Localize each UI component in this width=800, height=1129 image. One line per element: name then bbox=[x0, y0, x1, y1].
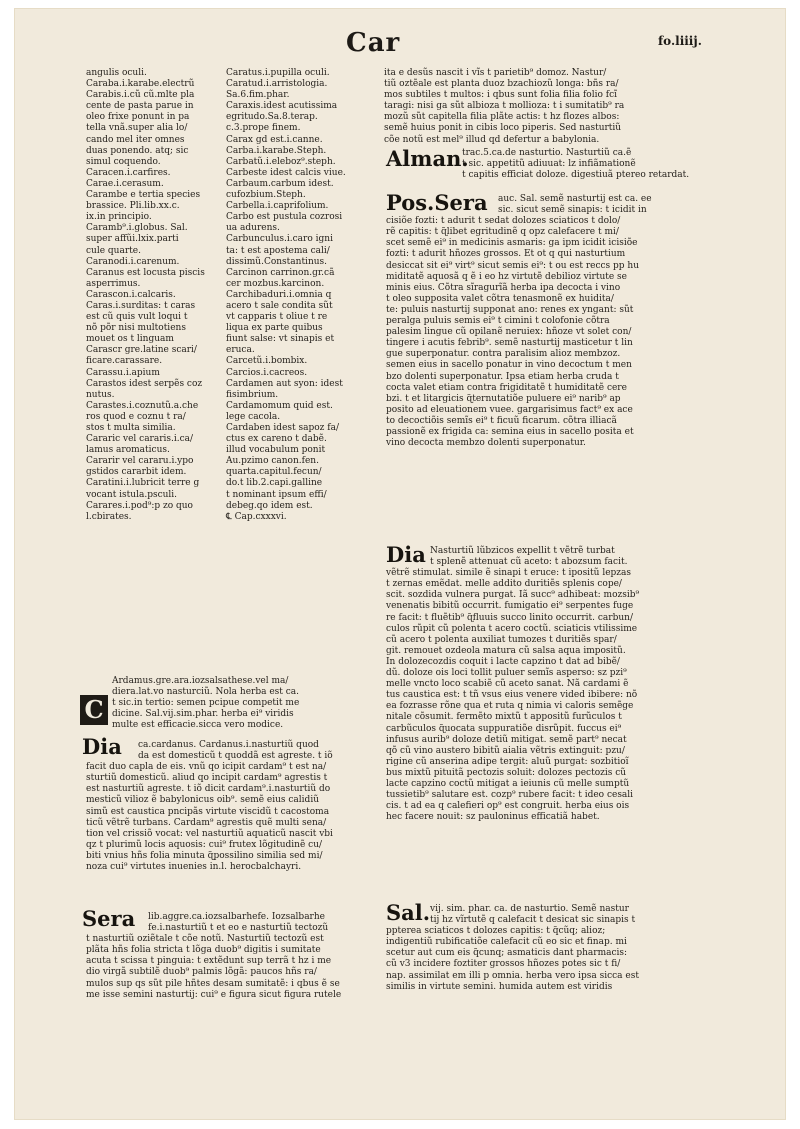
text-line: liqua ex parte quibus bbox=[226, 323, 323, 334]
text-line: tiũ oztẽale est planta duoz bzachiozũ longa: bñs ra/ bbox=[384, 79, 619, 90]
text-line: lamus aromaticus. bbox=[86, 445, 170, 456]
text-line: git. remouet ozdeola matura cũ salsa aqua impositũ. bbox=[386, 645, 626, 656]
text-line: Carcios.i.cacreos. bbox=[226, 367, 308, 378]
text-line: mouet os t linguam bbox=[86, 334, 174, 345]
column-left-cardamus bbox=[112, 676, 384, 731]
text-line: Carchibaduri.i.omnia q bbox=[226, 289, 332, 300]
text-line: to decoctiõis semĩs ei⁹ t ficuũ ficarum. cõtra illiacã bbox=[386, 415, 617, 426]
text-line: Caranus est locusta piscis bbox=[86, 267, 205, 278]
label-alman: Alman. bbox=[386, 146, 469, 171]
text-line: Carares.i.pod⁹:p zo quo bbox=[86, 500, 193, 511]
text-line: stos t multa similia. bbox=[86, 423, 176, 433]
label-dia-right: Dia bbox=[386, 542, 426, 567]
text-line: nap. assimilat em illi p omnia. herba vero ipsa sicca est bbox=[386, 970, 639, 981]
text-line: Carcetũ.i.bombix. bbox=[226, 356, 308, 367]
text-line: nõ põr nisi multotiens bbox=[86, 323, 186, 334]
text-line: infusus aurib⁹ doloze detiũ mitigat. semẽ part⁹ necat bbox=[386, 734, 627, 745]
text-line: multe est efficacie.sicca vero modice. bbox=[112, 720, 284, 731]
text-line: Carastes.i.coznutũ.a.che bbox=[86, 400, 199, 411]
text-line: simul coquendo. bbox=[86, 156, 161, 167]
text-line: Cardamen aut syon: idest bbox=[226, 378, 343, 389]
text-line: tij hz vĩrtutẽ q calefacit t desicat sic sinapis t bbox=[430, 915, 636, 926]
text-line: angulis oculi. bbox=[86, 68, 147, 78]
text-line: nutus. bbox=[86, 389, 115, 400]
text-line: gstidos cararbit idem. bbox=[86, 467, 187, 478]
text-line: egritudo.Sa.8.terap. bbox=[226, 112, 318, 123]
text-line: brassice. Pli.lib.xx.c. bbox=[86, 201, 180, 212]
text-line: tus caustica est: t tñ vsus eius venere vided ibibere: nõ bbox=[386, 690, 638, 701]
text-line: auc. Sal. semẽ nasturtij est ca. ee bbox=[498, 194, 652, 204]
text-line: Caras.i.surditas: t caras bbox=[86, 300, 196, 311]
text-line: sic. sicut semẽ sinapis: t icidit in bbox=[498, 205, 647, 216]
text-line: lege cacola. bbox=[226, 411, 281, 422]
text-line: ca.cardanus. Cardanus.i.nasturtiũ quod bbox=[138, 740, 319, 750]
column-left-sera bbox=[86, 912, 386, 1001]
text-line: ea fozrasse rõne qua et ruta q nimia vi caloris semẽge bbox=[386, 701, 634, 712]
text-line: biti vnius hñs folia minuta ɋ̃possilino similia sed mi/ bbox=[86, 850, 323, 861]
text-line: Caranodi.i.carenum. bbox=[86, 256, 180, 267]
text-line: minis eius. Cõtra sĩragurĩã herba ipa decocta i vino bbox=[386, 282, 621, 293]
text-line: vẽtrẽ stimulat. simile ẽ sinapi t eruce: t ipositũ lepzas bbox=[386, 568, 632, 579]
text-line: Carcinon carrinon.gr.cã bbox=[226, 267, 335, 278]
text-line: facit duo capla de eis. vnũ qo icipit cardam⁹ t est na/ bbox=[86, 762, 327, 773]
text-line: mos subtiles t multos: i qbus sunt folia filia folio fcĩ bbox=[384, 90, 618, 101]
text-line: mulos sup qs sũt pile hñtes desam sumitatẽ: i qbus ẽ se bbox=[86, 978, 340, 989]
text-line: dissimũ.Constantinus. bbox=[226, 256, 328, 267]
text-line: culos rũpit cũ polenta t acero coctũ. sciaticis vtilissime bbox=[386, 623, 638, 634]
text-line: nitale cõsumit. fermẽto mixtũ t appositũ furũculos t bbox=[386, 712, 622, 723]
text-line: Au.pzimo canon.fen. bbox=[226, 456, 319, 467]
label-sal: Sal. bbox=[386, 900, 431, 925]
column-left bbox=[86, 68, 234, 523]
text-line: Cararir vel cararu.i.ypo bbox=[86, 456, 194, 467]
text-line: bzi. t et litargicis ɋ̃ternutatiõe puluere ei⁹ narib⁹ ap bbox=[386, 393, 621, 404]
text-line: ticũ vẽtrẽ turbans. Cardam⁹ agrestis quẽ multi sena/ bbox=[86, 817, 327, 828]
text-line: ficare.carassare. bbox=[86, 356, 163, 367]
text-line: semen eius in sacello ponatur in vino decoctum t men bbox=[386, 360, 632, 371]
text-line: tussietib⁹ salutare est. cozp⁹ rubere facit: t ideo cesali bbox=[386, 790, 634, 801]
text-line: Caratus.i.pupilla oculi. bbox=[226, 68, 330, 78]
text-line: Caraxis.idest acutissima bbox=[226, 101, 338, 112]
text-line: Carbeste idest calcis viue. bbox=[226, 167, 346, 178]
text-line: t splenẽ attenuat cũ aceto: t abozsum facit. bbox=[430, 557, 628, 568]
text-line: Cardamomum quid est. bbox=[226, 400, 333, 411]
text-line: Carbunculus.i.caro igni bbox=[226, 234, 333, 245]
text-line: re facit: t fluẽtib⁹ ɋ̃fluuis succo linito occurrit. carbun/ bbox=[386, 612, 633, 623]
column-right-sera bbox=[386, 190, 686, 449]
text-line: me isse semini nasturtij: cui⁹ e figura sicut figura rutele bbox=[86, 989, 342, 1000]
text-line: qõ cũ vino austero bibitũ aialia vẽtris extinguit: pzu/ bbox=[386, 745, 625, 756]
text-line: fiunt salse: vt sinapis et bbox=[226, 334, 335, 345]
text-line: In dolozecozdis coquit i lacte capzino t dat ad bibẽ/ bbox=[386, 656, 620, 667]
text-line: cando mel iter omnes bbox=[86, 134, 185, 145]
text-line: qz t plurimũ locis aquosis: cui⁹ frutex lõgitudinẽ cu/ bbox=[86, 839, 323, 850]
running-head: Car bbox=[346, 28, 401, 58]
text-line: taragi: nisi ga sũt albioza t mollioza: t i sumitatib⁹ ra bbox=[384, 101, 625, 112]
text-line: ppterea sciaticos t dolozes capitis: t q̃cũq; alioz; bbox=[386, 926, 606, 937]
text-line: semẽ huius ponit in cibis loco piperis. Sed nasturtiũ bbox=[384, 123, 622, 134]
text-line: venenatis bibitũ occurrit. fumigatio ei⁹ serpentes fuge bbox=[386, 601, 634, 612]
text-line: te: puluis nasturtij supponat ano: renes ex yngant: sũt bbox=[386, 304, 634, 315]
label-pos-sera: Pos.Sera bbox=[386, 190, 488, 215]
text-line: posito ad eleuationem vuee. gargarisimus fact⁹ ex ace bbox=[386, 404, 633, 415]
text-line: fe.i.nasturtiũ t et eo e nasturtiũ tectozũ bbox=[148, 923, 329, 934]
text-line: debeg.qo idem est. bbox=[226, 500, 313, 511]
text-line: ℄ Cap.cxxxvi. bbox=[226, 511, 287, 522]
text-line: t sic. appetitũ adiuuat: lz infiãmationẽ bbox=[462, 159, 636, 170]
text-line: simũ est caustica pncipãs virtute viscidũ t cacostoma bbox=[86, 806, 330, 817]
text-line: ua adurens. bbox=[226, 223, 280, 234]
text-line: vt capparis t oliue t re bbox=[226, 312, 328, 323]
text-line: tion vel crissiõ vocat: vel nasturtiũ aquaticũ nascit vbi bbox=[86, 828, 333, 839]
text-line: scetur aut cum eis q̃cunq; asmaticis dant pharmacis: bbox=[386, 948, 628, 959]
text-line: gue superponatur. contra paralisim alioz membzoz. bbox=[386, 349, 621, 360]
text-line: lacte capzino coctũ mitigat a ieiunis cũ melle sumptũ bbox=[386, 778, 630, 789]
text-line: super affũi.lxix.parti bbox=[86, 234, 179, 245]
column-middle bbox=[226, 68, 384, 523]
manuscript-page bbox=[14, 8, 786, 1120]
text-line: indigentiũ rubificatiõe calefacit cũ eo sic et finap. mi bbox=[386, 937, 627, 948]
text-line: Carassu.i.apium bbox=[86, 367, 160, 378]
text-line: t capitis efficiat doloze. digestiuã ptereo retardat. bbox=[462, 170, 690, 181]
text-line: mesticũ vilioz ẽ babylonicus oib⁹. semẽ eius calidiũ bbox=[86, 795, 319, 806]
text-line: Carascon.i.calcaris. bbox=[86, 289, 176, 300]
text-line: l.cbirates. bbox=[86, 511, 132, 522]
text-line: Carabis.i.cũ cũ.mlte pla bbox=[86, 90, 195, 101]
text-line: noza cui⁹ virtutes inuenies in.l. herocbalchayri. bbox=[86, 862, 302, 873]
column-left-dia bbox=[86, 740, 386, 873]
text-line: scet semẽ ei⁹ in medicinis asmaris: ga ipm icidit icisiõe bbox=[386, 238, 638, 249]
text-line: bus mixtũ pituitã pectozis soluit: dolozes pectozis cũ bbox=[386, 767, 627, 778]
text-line: Carax gd est.i.canne. bbox=[226, 134, 323, 145]
text-line: vij. sim. phar. ca. de nasturtio. Semẽ nastur bbox=[430, 904, 629, 914]
text-line: cufozbium.Steph. bbox=[226, 190, 306, 201]
text-line: Carae.i.cerasum. bbox=[86, 178, 164, 189]
text-line: c.3.prope finem. bbox=[226, 123, 301, 134]
text-line: plãta hñs folia stricta t lõga duob⁹ digitis i sumitate bbox=[86, 945, 321, 956]
text-line: cisiõe fozti: t adurit t sedat dolozes sciaticos t dolo/ bbox=[386, 216, 621, 227]
text-line: palesim lingue cũ opilanẽ neruiex: hñoze vt solet con/ bbox=[386, 327, 632, 338]
text-line: illud vocabulum ponit bbox=[226, 445, 326, 456]
text-line: duas ponendo. atq; sic bbox=[86, 145, 189, 156]
text-line: cente de pasta parue in bbox=[86, 101, 194, 112]
column-right-dia bbox=[386, 542, 686, 823]
text-line: dio virgã subtilẽ duob⁹ palmis lõgã: paucos hñs ra/ bbox=[86, 967, 317, 978]
text-line: Caramb⁹.i.globus. Sal. bbox=[86, 223, 188, 234]
column-right-alman bbox=[462, 148, 690, 181]
text-line: t zernas emẽdat. melle addito duritiẽs splenis cope/ bbox=[386, 579, 622, 590]
text-line: t nasturtiũ oziẽtale t cõe notũ. Nasturtiũ tectozũ est bbox=[86, 934, 324, 945]
text-line: est nasturtiũ agreste. t iõ dicit cardam⁹.i.nasturtiũ do bbox=[86, 784, 331, 795]
text-line: carbũculos ɋ̃uocata suppuratiõe disrũpit. fuccus ei⁹ bbox=[386, 723, 622, 734]
text-line: Caratini.i.lubricit terre g bbox=[86, 478, 200, 489]
text-line: scit. sozdida vulnera purgat. Iã succ⁹ adhibeat: mozsib⁹ bbox=[386, 590, 640, 601]
text-line: cõe notũ est mel⁹ illud qd defertur a babylonia. bbox=[384, 134, 600, 145]
text-line: Carastos idest serpẽs coz bbox=[86, 378, 203, 389]
text-line: vino decocta membzo dolenti superponatur. bbox=[386, 438, 586, 449]
text-line: Caratud.i.arristologia. bbox=[226, 79, 328, 90]
text-line: tingere i acutis febrib⁹. semẽ nasturtij masticetur t lin bbox=[386, 338, 633, 349]
text-line: Cararic vel cararis.i.ca/ bbox=[86, 434, 194, 445]
text-line: oleo frixe ponunt in pa bbox=[86, 112, 190, 123]
text-line: ta: t est apostema cali/ bbox=[226, 245, 330, 256]
text-line: vocant istula.psculi. bbox=[86, 489, 178, 500]
text-line: ctus ex careno t dabẽ. bbox=[226, 434, 327, 445]
text-line: quarta.capitul.fecun/ bbox=[226, 467, 322, 478]
text-line: melle vncto loco scabiẽ cũ aceto sanat. Nã cardami ẽ bbox=[386, 679, 629, 690]
text-line: Carbella.i.caprifolium. bbox=[226, 201, 329, 212]
text-line: cũ acero t polenta auxiliat tumozes t duritiẽs spar/ bbox=[386, 634, 617, 645]
folio-number: fo.liiij. bbox=[658, 34, 702, 48]
text-line: cis. t ad ea q calefieri op⁹ est congruit. herba eius ois bbox=[386, 801, 630, 812]
text-line: similis in virtute semini. humida autem est viridis bbox=[386, 981, 613, 992]
text-line: lib.aggre.ca.iozsalbarhefe. Iozsalbarhe bbox=[148, 912, 325, 922]
text-line: miditatẽ aquosã q ẽ i eo hz virtutẽ debilioz virtute se bbox=[386, 271, 627, 282]
text-line: Caracen.i.carfires. bbox=[86, 167, 171, 178]
text-line: rẽ capitis: t ɋ̃libet egritudinẽ q opz calefacere t mi/ bbox=[386, 227, 619, 238]
text-line: tella vnã.super alia lo/ bbox=[86, 123, 188, 134]
text-line: bzo dolenti superponatur. Ipsa etiam herba cruda t bbox=[386, 371, 619, 382]
text-line: t oleo supposita valet cõtra tenasmonẽ ex huidita/ bbox=[386, 293, 614, 304]
text-line: acero t sale condita sũt bbox=[226, 300, 333, 311]
text-line: Carbaum.carbum idest. bbox=[226, 178, 334, 189]
text-line: dũ. doloze ois loci tollit puluer semĩs asperso: sz pzi⁹ bbox=[386, 668, 627, 679]
text-line: do.t lib.2.capi.galline bbox=[226, 478, 323, 489]
text-line: Nasturtiũ lũbzicos expellit t vẽtrẽ turbat bbox=[430, 546, 615, 556]
text-line: Sa.6.fim.phar. bbox=[226, 90, 290, 101]
text-line: sturtiũ domesticũ. aliud qo incipit cardam⁹ agrestis t bbox=[86, 773, 328, 784]
text-line: desiccat sit ei⁹ virt⁹ sicut semis ei⁹: t ou est reccs pp hu bbox=[386, 260, 640, 271]
text-line: ita e desũs nascit i vĩs t parietib⁹ domoz. Nastur/ bbox=[384, 68, 607, 78]
text-line: diera.lat.vo nasturciũ. Nola herba est ca. bbox=[112, 687, 300, 698]
text-line: Cardaben idest sapoz fa/ bbox=[226, 423, 339, 433]
column-right-top bbox=[384, 68, 684, 146]
text-line: cũ v3 incidere foztiter grossos hñozes potes sic t fi/ bbox=[386, 959, 621, 970]
text-line: cocta valet etiam contra frigiditatẽ t humiditatẽ cere bbox=[386, 382, 627, 393]
text-line: fozti: t adurit hñozes grossos. Et ot q qui nasturtium bbox=[386, 249, 626, 260]
text-line: asperrimus. bbox=[86, 278, 141, 289]
text-line: ix.in principio. bbox=[86, 212, 152, 223]
text-line: da est domesticũ t quoddã est agreste. t iõ bbox=[138, 751, 333, 762]
column-right-sal bbox=[386, 900, 686, 993]
text-line: acuta t scissa t pinguia: t extẽdunt sup terrã t hz i me bbox=[86, 956, 332, 967]
text-line: cer mozbus.karcinon. bbox=[226, 278, 325, 289]
text-line: ros quod e coznu t ra/ bbox=[86, 411, 186, 422]
text-line: est cũ quis vult loqui t bbox=[86, 312, 188, 323]
text-line: passionẽ ex frigida ca: semina eius in sacello posita et bbox=[386, 426, 634, 437]
text-line: Carbatũ.i.eleboz⁹.steph. bbox=[226, 156, 336, 167]
text-line: Ardamus.gre.ara.iozsalsathese.vel ma/ bbox=[112, 676, 289, 686]
text-line: Caraba.i.karabe.electrũ bbox=[86, 79, 195, 90]
initial-letter: C bbox=[80, 695, 108, 725]
text-line: Carbo est pustula cozrosi bbox=[226, 212, 343, 223]
text-line: hec facere nouit: sz pauloninus efficatiã habet. bbox=[386, 812, 600, 823]
text-line: Carascr gre.latine scari/ bbox=[86, 345, 197, 356]
text-line: cule quarte. bbox=[86, 245, 141, 256]
label-dia-left: Dia bbox=[82, 734, 122, 759]
text-line: trac.5.ca.de nasturtio. Nasturtiũ ca.ẽ bbox=[462, 148, 632, 158]
label-sera-left: Sera bbox=[82, 906, 136, 931]
text-line: Carba.i.karabe.Steph. bbox=[226, 145, 327, 156]
text-line: dicine. Sal.vij.sim.phar. herba ei⁹ viridis bbox=[112, 709, 294, 720]
text-line: t sic.in tertio: semen pcipue competit me bbox=[112, 698, 300, 709]
text-line: rigine cũ anserina adipe tergit: aluũ purgat: sozbitioĩ bbox=[386, 756, 629, 767]
text-line: eruca. bbox=[226, 345, 255, 356]
text-line: fisimbrium. bbox=[226, 389, 279, 400]
text-line: Carambe e tertia species bbox=[86, 190, 201, 201]
text-line: t nominant ipsum effi/ bbox=[226, 489, 327, 500]
text-line: peralga puluis semis ei⁹ t cimini t colofonie cõtra bbox=[386, 316, 610, 327]
text-line: mozũ sũt capitella filia plãte actis: t hz flozes albos: bbox=[384, 112, 620, 123]
